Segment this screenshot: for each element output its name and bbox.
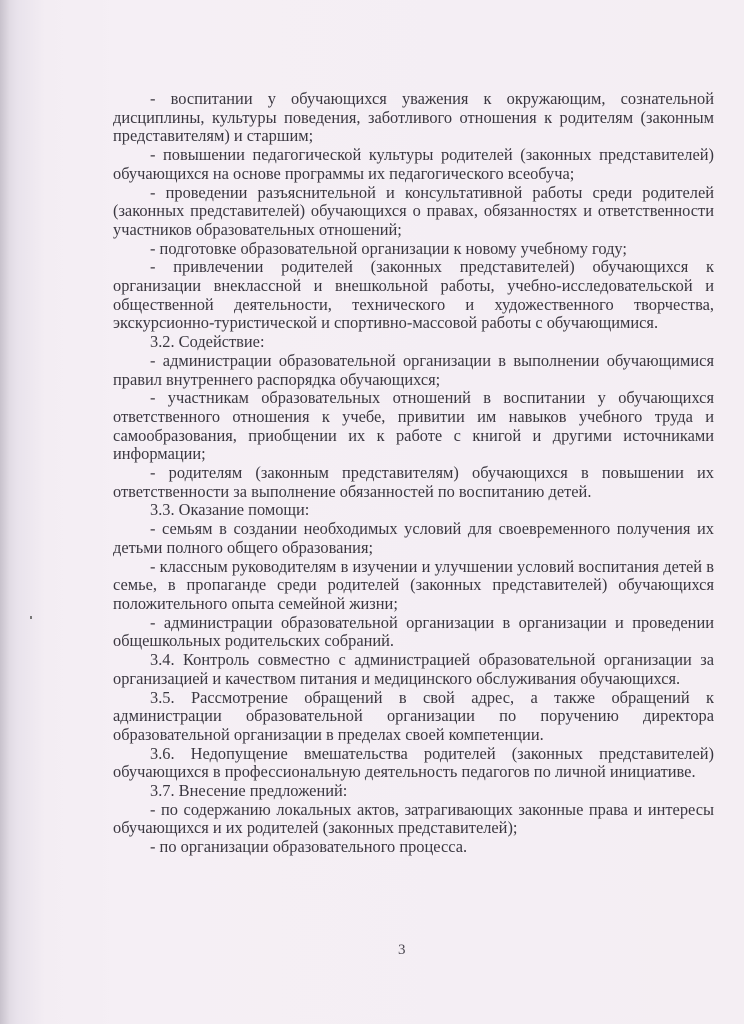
page-number: 3 [398,942,406,958]
document-body [113,90,714,857]
paragraph: - привлечении родителей (законных представителей) обучающихся к организации внеклассной и внешкольной работы, учебно-исследовательской и общественной деятельности, технического и художественного творчества, экскурсионно-туристической и спортивно-массовой работы с обучающимися. [113,257,714,333]
paragraph: - воспитании у обучающихся уважения к окружающим, сознательной дисциплины, культуры поведения, заботливого отношения к родителям (законным представителям) и старшим; [113,89,714,146]
paragraph: - классным руководителям в изучении и улучшении условий воспитания детей в семье, в пропаганде среди родителей (законных представителей) обучающихся положительного опыта семейной жизни; [113,556,714,613]
section-heading: 3.3. Оказание помощи: [150,500,310,520]
section-heading: 3.7. Внесение предложений: [150,781,348,801]
scan-page-edge [0,0,10,1024]
paragraph: - по содержанию локальных актов, затрагивающих законные права и интересы обучающихся и их родителей (законных представителей); [113,799,714,838]
section-paragraph: 3.5. Рассмотрение обращений в свой адрес, а также обращений к администрации образовательной организации по поручению директора образовательной организации в пределах своей компетенции. [113,687,714,744]
paragraph: - по организации образовательного процесса. [150,837,468,857]
section-heading: 3.2. Содействие: [150,332,265,352]
paragraph: - семьям в создании необходимых условий для своевременного получения их детьми полного общего образования; [113,519,714,557]
paragraph: - участникам образовательных отношений в воспитании у обучающихся ответственного отношения к учебе, привитии им навыков учебного труда и самообразования, приобщении их к работе с книгой и другими источниками информации; [113,388,714,464]
paragraph: - родителям (законным представителям) обучающихся в повышении их ответственности за выполнение обязанностей по воспитанию детей. [113,463,714,501]
paragraph: - администрации образовательной организации в выполнении обучающимися правил внутреннего распорядка обучающихся; [113,350,714,389]
paragraph: - администрации образовательной организации в организации и проведении общешкольных родительских собраний. [113,612,714,651]
section-paragraph: 3.4. Контроль совместно с администрацией образовательной организации за организацией и качеством питания и медицинского обслуживания обучающихся. [113,650,714,688]
paragraph: - проведении разъяснительной и консультативной работы среди родителей (законных представителей) обучающихся о правах, обязанностях и ответственности участников образовательных отношений; [113,182,714,239]
paragraph: - повышении педагогической культуры родителей (законных представителей) обучающихся на основе программы их педагогического всеобуча; [113,145,714,183]
paragraph: - подготовке образовательной организации к новому учебному году; [150,238,627,258]
section-paragraph: 3.6. Недопущение вмешательства родителей (законных представителей) обучающихся в профессиональную деятельность педагогов по личной инициативе. [113,743,714,782]
scan-speck [30,616,32,619]
